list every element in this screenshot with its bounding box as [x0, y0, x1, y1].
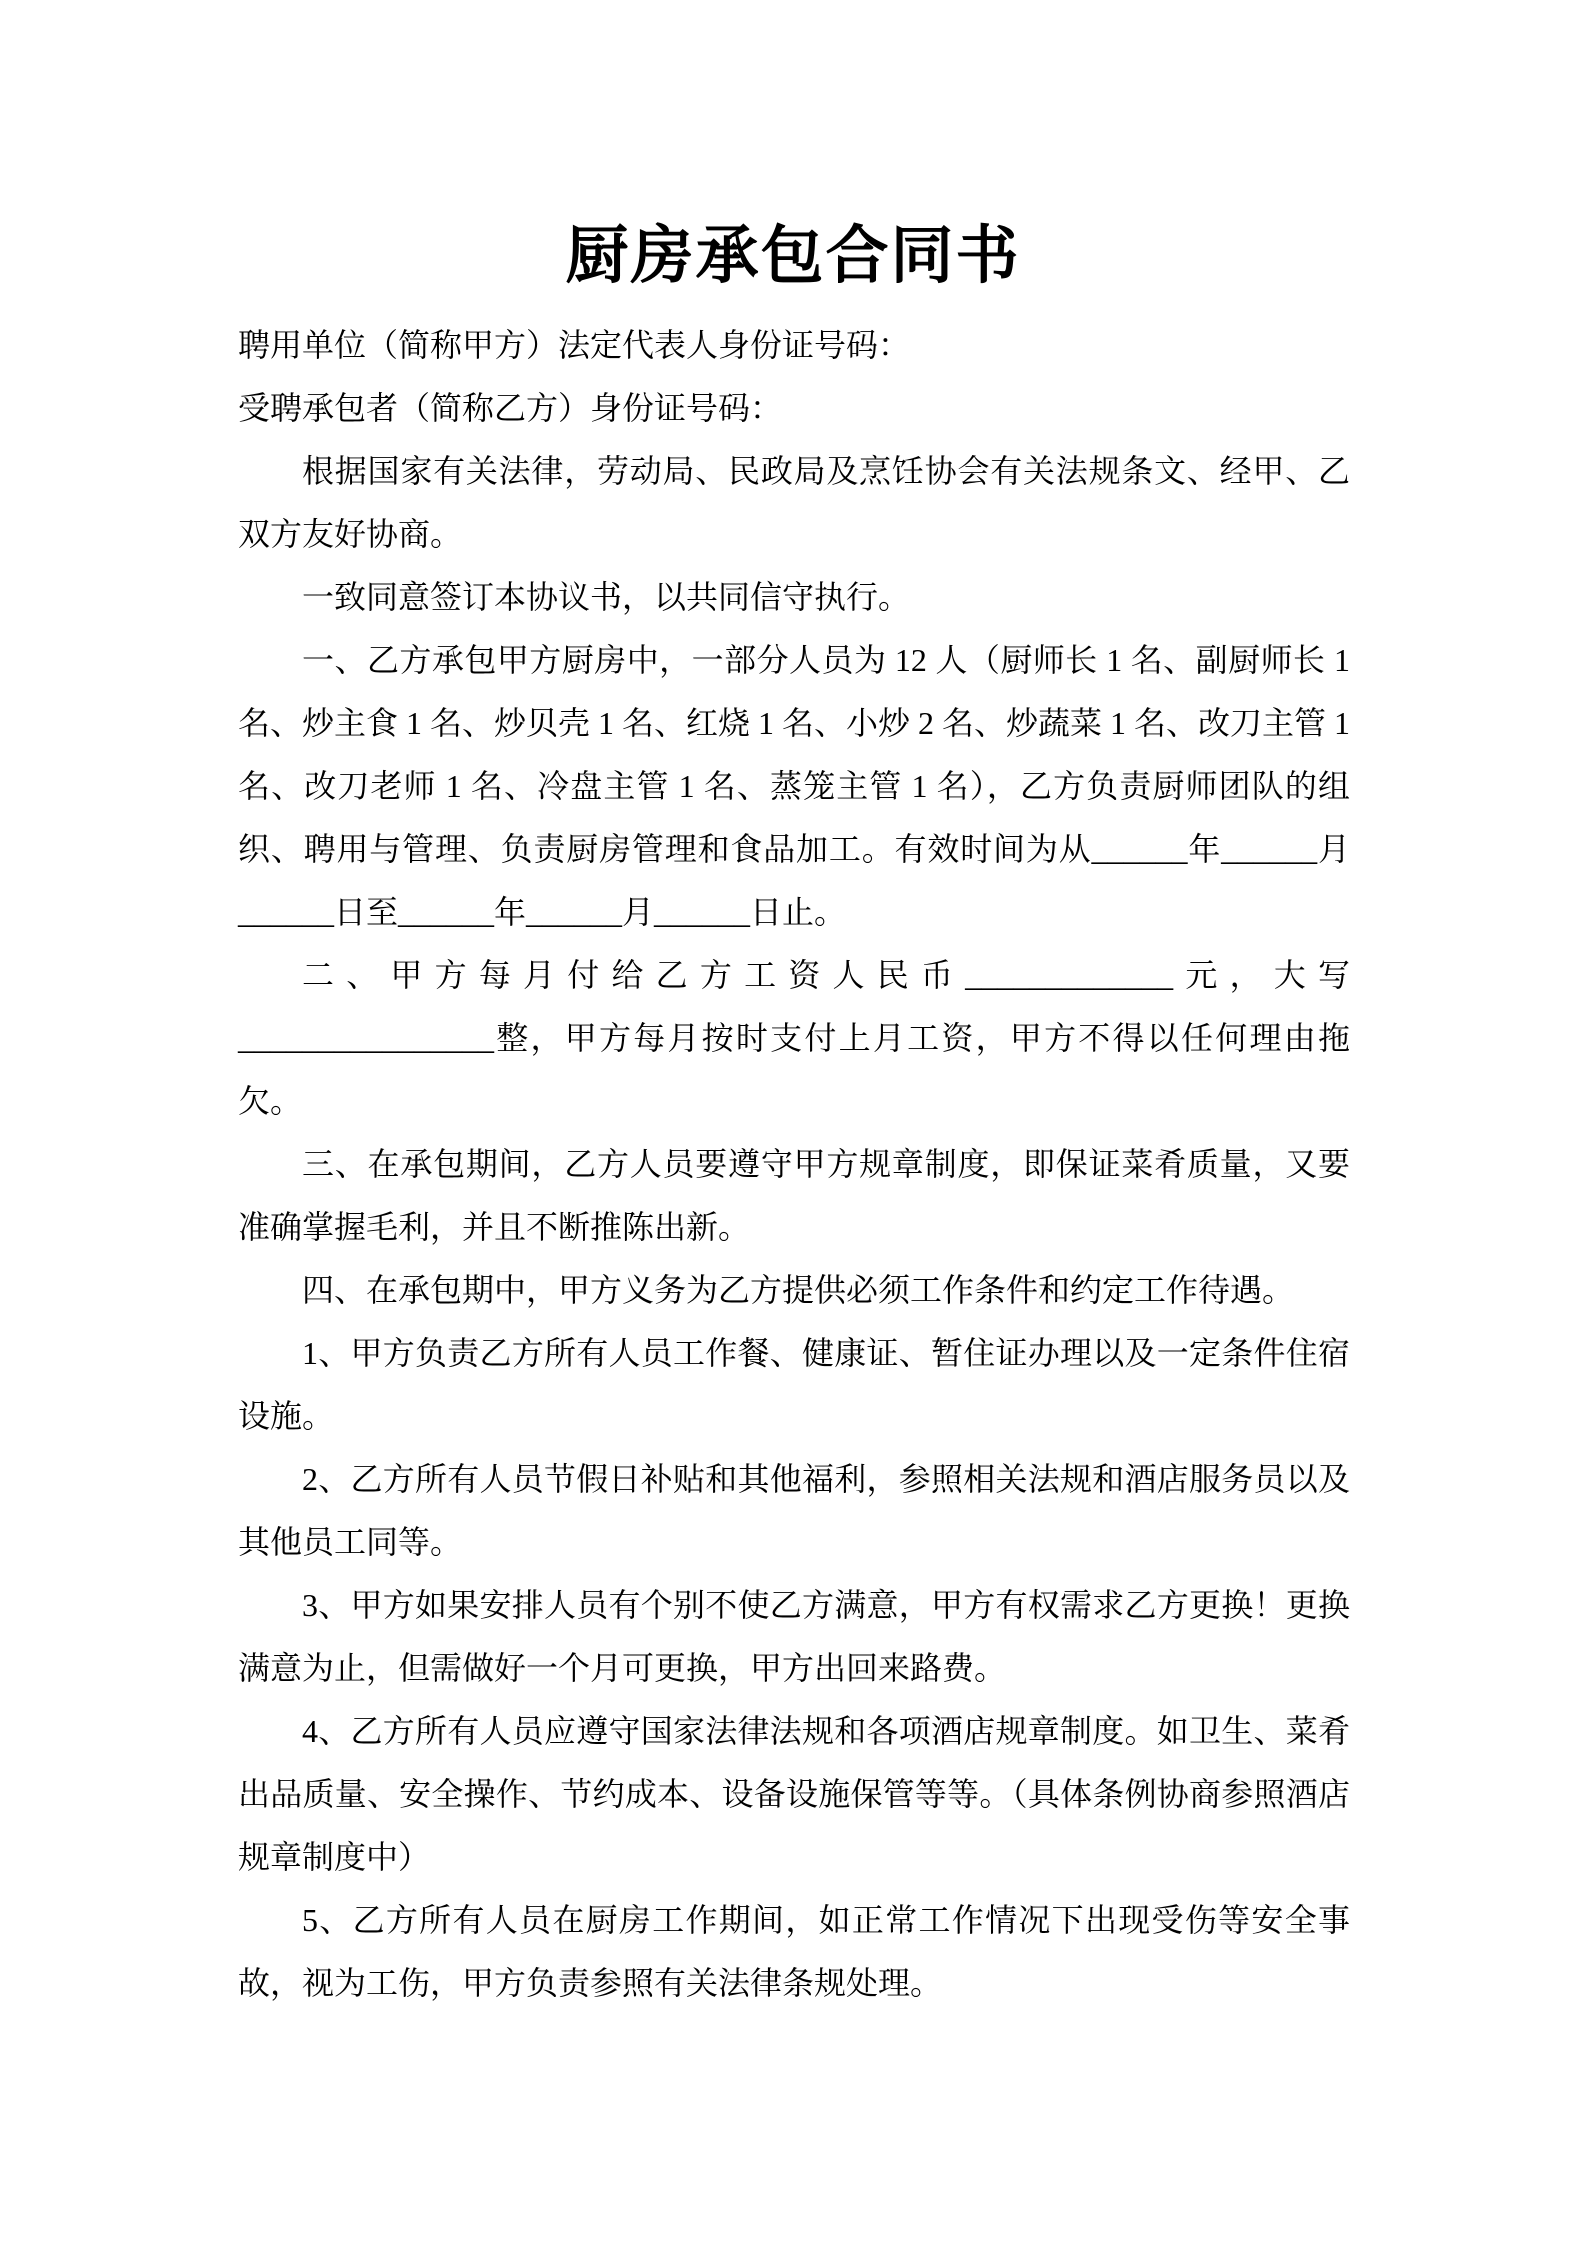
contract-paragraph: 四、在承包期中，甲方义务为乙方提供必须工作条件和约定工作待遇。	[302, 1272, 1295, 1308]
document-title: 厨房承包合同书	[565, 221, 1021, 291]
contract-paragraph: 二、甲方每月付给乙方工资人民币_____________元，大写________________整，甲方每月按时支付上月工资，甲方不得以任何理由拖欠。	[238, 957, 1350, 1119]
contract-paragraph: 5、乙方所有人员在厨房工作期间，如正常工作情况下出现受伤等安全事故，视为工伤，甲方负责参照有关法律条规处理。	[238, 1902, 1350, 2001]
contract-paragraph: 2、乙方所有人员节假日补贴和其他福利，参照相关法规和酒店服务员以及其他员工同等。	[238, 1461, 1350, 1560]
contract-paragraph: 受聘承包者（简称乙方）身份证号码：	[238, 390, 783, 426]
contract-paragraph: 4、乙方所有人员应遵守国家法律法规和各项酒店规章制度。如卫生、菜肴出品质量、安全操作、节约成本、设备设施保管等等。（具体条例协商参照酒店规章制度中）	[238, 1713, 1350, 1875]
contract-paragraph: 一、乙方承包甲方厨房中，一部分人员为 12 人（厨师长 1 名、副厨师长 1 名、炒主食 1 名、炒贝壳 1 名、红烧 1 名、小炒 2 名、炒蔬菜 1 名、改刀主管 1 名、改刀老师 1 名、冷盘主管 1 名、蒸笼主管 1 名），乙方负责厨师团队的组织、聘用与管理、负责厨房管理和食品加工。有效时间为从______年______月______日至______年______月______日止。	[238, 642, 1351, 930]
contract-paragraph: 3、甲方如果安排人员有个别不使乙方满意，甲方有权需求乙方更换！更换满意为止，但需做好一个月可更换，甲方出回来路费。	[238, 1587, 1350, 1686]
contract-body	[238, 314, 1350, 2015]
contract-paragraph: 三、在承包期间，乙方人员要遵守甲方规章制度，即保证菜肴质量，又要准确掌握毛利，并且不断推陈出新。	[238, 1146, 1350, 1245]
contract-paragraph: 1、甲方负责乙方所有人员工作餐、健康证、暂住证办理以及一定条件住宿设施。	[238, 1335, 1350, 1434]
contract-paragraph: 根据国家有关法律，劳动局、民政局及烹饪协会有关法规条文、经甲、乙双方友好协商。	[238, 453, 1350, 552]
contract-paragraph: 聘用单位（简称甲方）法定代表人身份证号码：	[238, 327, 911, 363]
contract-paragraph: 一致同意签订本协议书，以共同信守执行。	[302, 579, 911, 615]
